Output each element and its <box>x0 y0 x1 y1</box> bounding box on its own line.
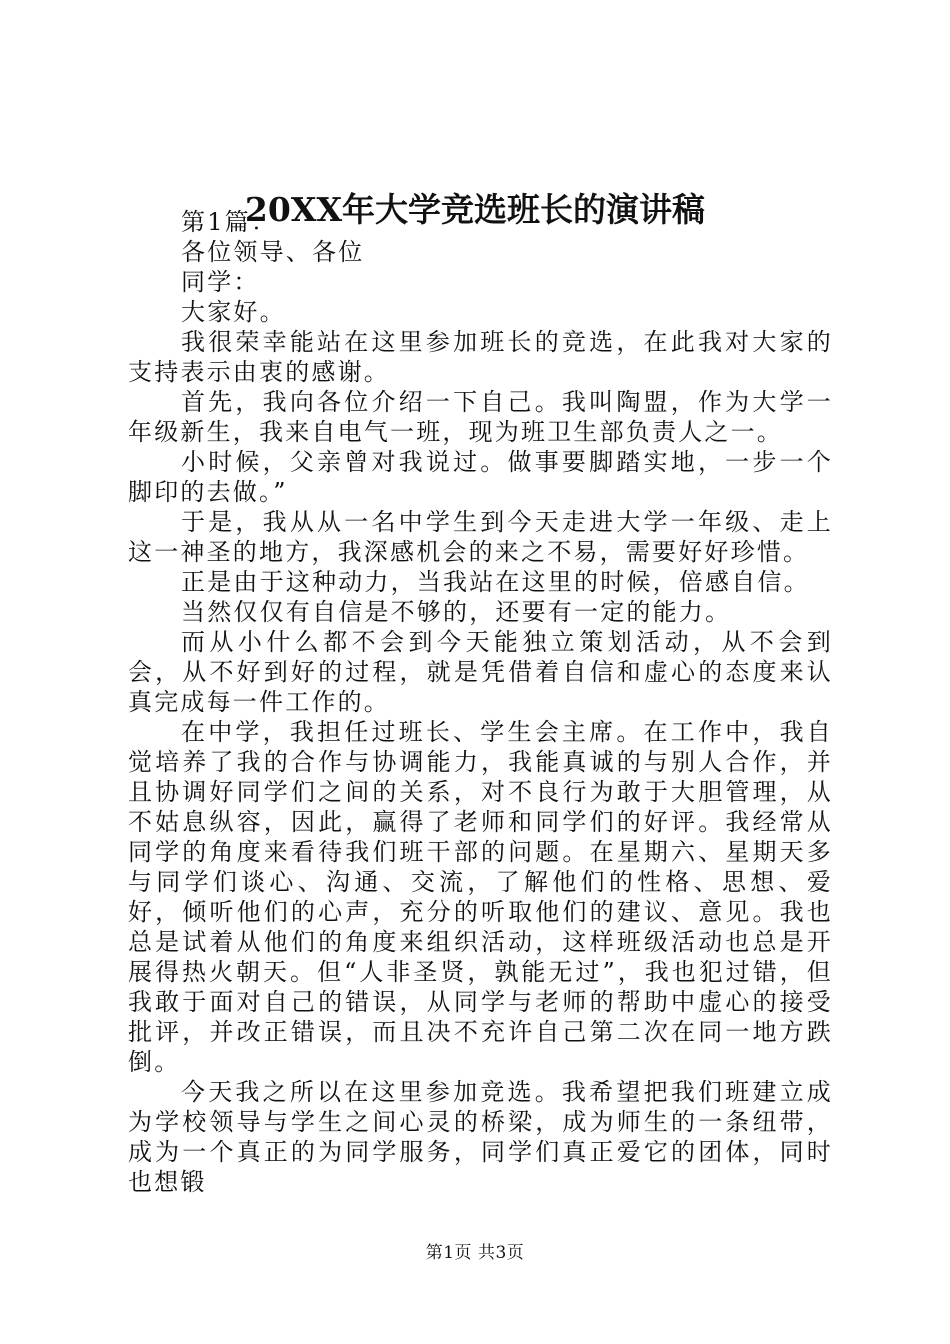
paragraph: 我很荣幸能站在这里参加班长的竞选，在此我对大家的支持表示由衷的感谢。 <box>128 328 833 386</box>
paragraph: 今天我之所以在这里参加竞选。我希望把我们班建立成为学校领导与学生之间心灵的桥梁，成为师生的一条纽带，成为一个真正的为同学服务，同学们真正爱它的团体，同时也想锻 <box>128 1078 833 1196</box>
page-footer: 第1页 共3页 <box>425 1243 525 1263</box>
paragraph: 各位领导、各位 <box>181 238 365 266</box>
paragraph: 在中学，我担任过班长、学生会主席。在工作中，我自觉培养了我的合作与协调能力，我能真诚的与别人合作，并且协调好同学们之间的关系，对不良行为敢于大胆管理，从不姑息纵容，因此，赢得了老师和同学们的好评。我经常从同学的角度来看待我们班干部的问题。在星期六、星期天多与同学们谈心、沟通、交流，了解他们的性格、思想、爱好，倾听他们的心声，充分的听取他们的建议、意见。我也总是试着从他们的角度来组织活动，这样班级活动也总是开展得热火朝天。但“人非圣贤，孰能无过”，我也犯过错，但我敢于面对自己的错误，从同学与老师的帮助中虚心的接受批评，并改正错误，而且决不充许自己第二次在同一地方跌倒。 <box>128 718 833 1076</box>
paragraph: 大家好。 <box>181 298 286 326</box>
paragraph: 第1篇： <box>181 208 278 236</box>
paragraph: 正是由于这种动力，当我站在这里的时候，倍感自信。 <box>181 568 810 596</box>
paragraph: 而从小什么都不会到今天能独立策划活动，从不会到会，从不好到好的过程，就是凭借着自信和虚心的态度来认真完成每一件工作的。 <box>128 628 833 716</box>
document-title: 20XX年大学竞选班长的演讲稿 <box>244 190 706 229</box>
paragraph: 同学： <box>181 268 260 296</box>
paragraph: 首先，我向各位介绍一下自己。我叫陶盟，作为大学一年级新生，我来自电气一班，现为班卫生部负责人之一。 <box>128 388 833 446</box>
paragraph: 当然仅仅有自信是不够的，还要有一定的能力。 <box>181 598 732 626</box>
paragraph: 小时候，父亲曾对我说过。做事要脚踏实地，一步一个脚印的去做。” <box>128 448 833 506</box>
paragraph: 于是，我从从一名中学生到今天走进大学一年级、走上这一神圣的地方，我深感机会的来之不易，需要好好珍惜。 <box>128 508 833 566</box>
document-body <box>128 207 833 1197</box>
